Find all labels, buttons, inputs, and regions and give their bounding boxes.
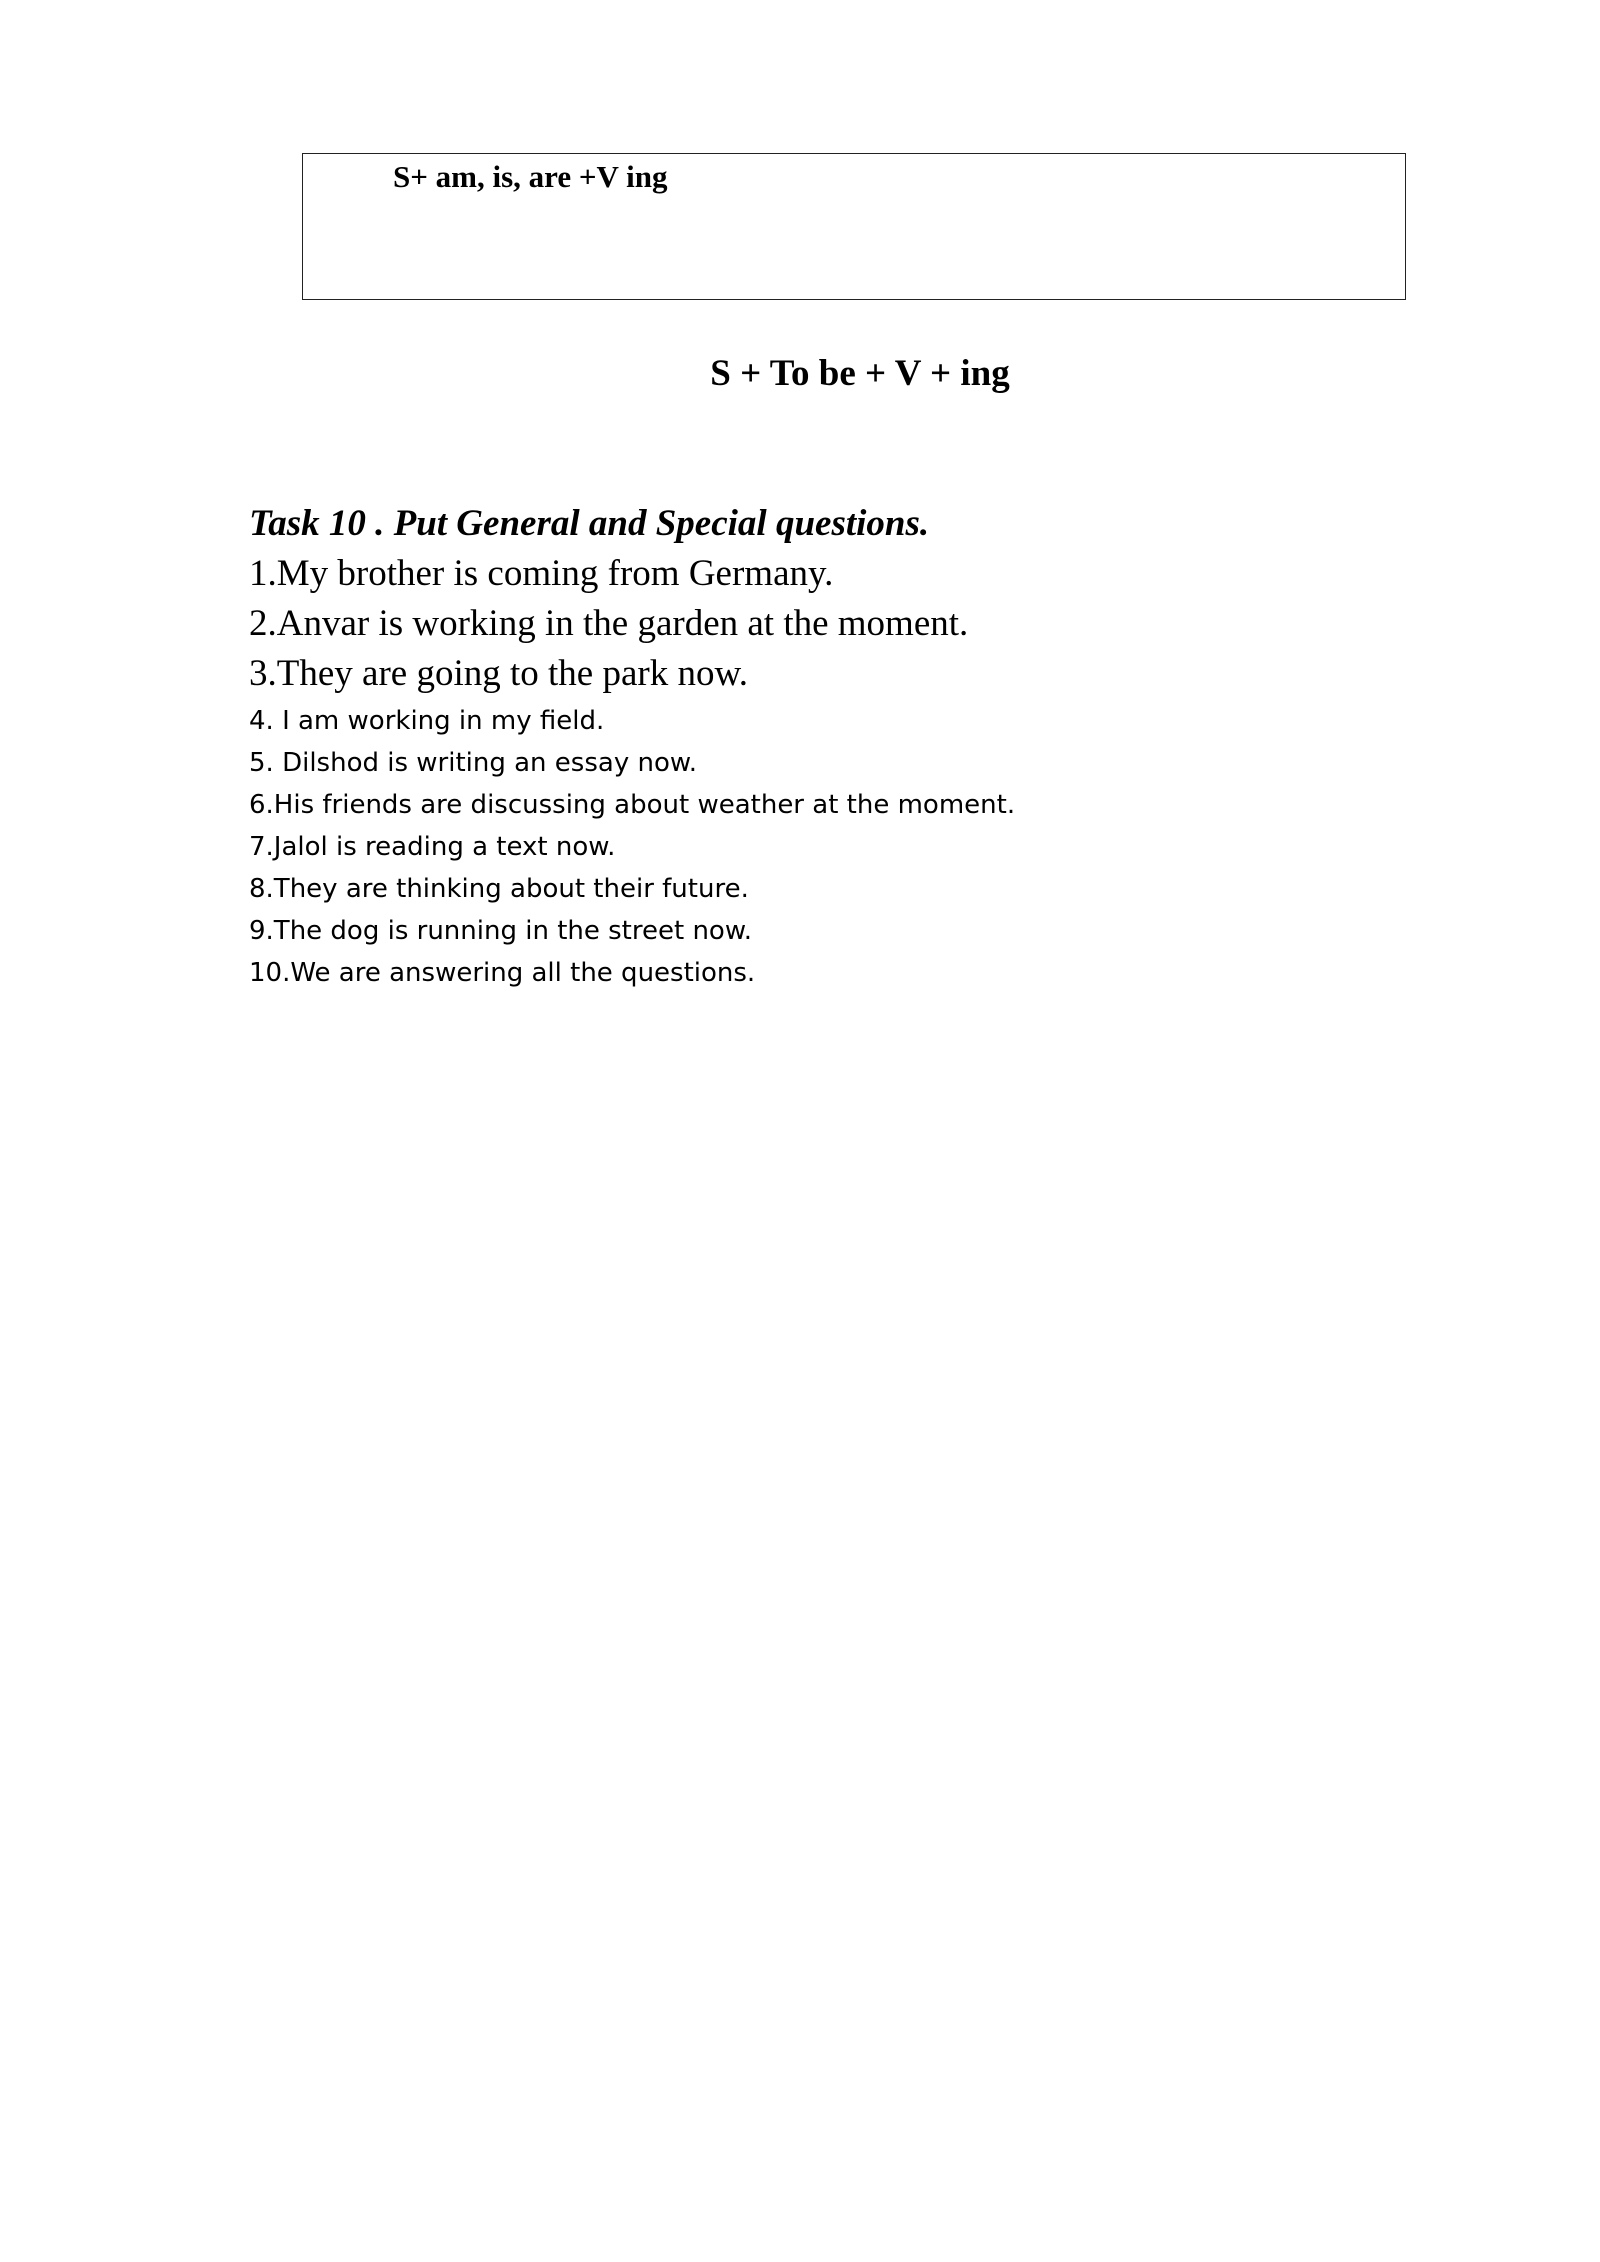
task-title: Task 10 . Put General and Special questions. [249, 503, 930, 544]
large-sentence-list [249, 549, 968, 699]
list-item: 4. I am working in my field. [249, 706, 605, 736]
list-item: 2.Anvar is working in the garden at the moment. [249, 603, 969, 644]
small-sentence-list [249, 700, 1015, 994]
list-item: 8.They are thinking about their future. [249, 874, 749, 904]
center-formula: S + To be + V + ing [710, 353, 1010, 394]
list-item: 6.His friends are discussing about weather at the moment. [249, 790, 1016, 820]
rule-box-formula: S+ am, is, are +V ing [393, 159, 668, 194]
list-item: 3.They are going to the park now. [249, 653, 749, 694]
list-item: 1.My brother is coming from Germany. [249, 553, 834, 594]
rule-box [302, 153, 1406, 300]
list-item: 10.We are answering all the questions. [249, 958, 756, 988]
list-item: 5. Dilshod is writing an essay now. [249, 748, 697, 778]
list-item: 9.The dog is running in the street now. [249, 916, 752, 946]
list-item: 7.Jalol is reading a text now. [249, 832, 616, 862]
